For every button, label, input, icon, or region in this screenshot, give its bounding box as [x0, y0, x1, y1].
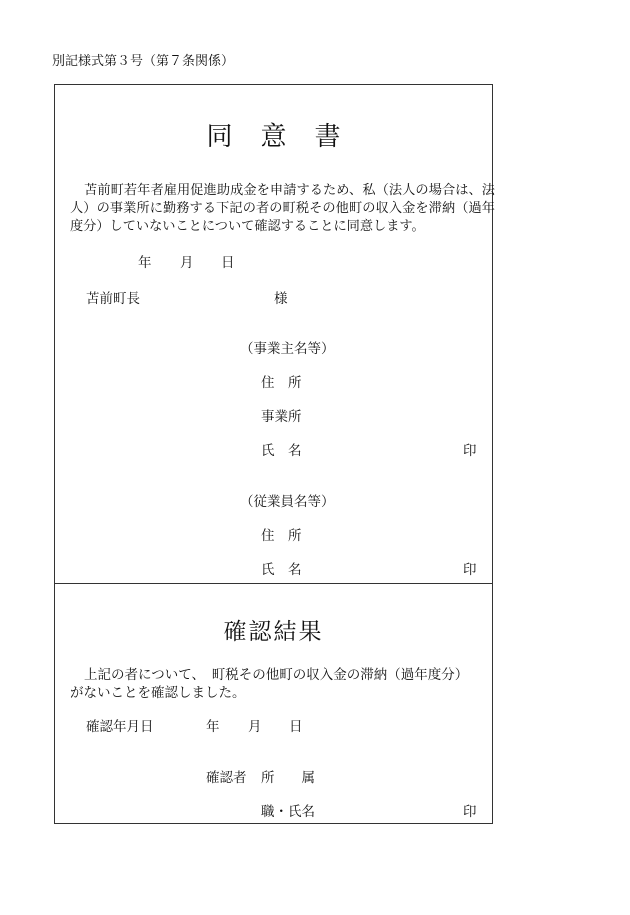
confirmer-label: 確認者 [206, 770, 247, 786]
result-body-line2: がないことを確認しました。 [70, 685, 246, 701]
honorific: 様 [274, 291, 288, 307]
affiliation-label: 所 属 [261, 770, 315, 786]
consent-title: 同意書 [206, 122, 369, 152]
position-name-label: 職・氏名 [261, 804, 315, 820]
employer-name-label: 氏 名 [261, 443, 302, 459]
employer-heading: （事業主名等） [240, 341, 335, 357]
employer-seal-mark: 印 [463, 443, 477, 459]
employer-office-label: 事業所 [261, 409, 302, 425]
result-date-label: 確認年月日 [86, 719, 154, 735]
section-divider [54, 583, 493, 584]
employee-address-label: 住 所 [261, 528, 302, 544]
employer-address-label: 住 所 [261, 375, 302, 391]
result-date-year: 年 [206, 719, 220, 735]
result-date-day: 日 [289, 719, 303, 735]
employee-heading: （従業員名等） [240, 494, 335, 510]
result-body-line1: 上記の者について、 町税その他町の収入金の滞納（過年度分） [84, 667, 469, 683]
result-title: 確認結果 [223, 619, 324, 645]
consent-body-text: 苫前町若年者雇用促進助成金を申請するため、私（法人の場合は、法人）の事業所に勤務する下記の者の町税その他町の収入金を滞納（過年度分）していないことについて確認することに同意します。 [70, 183, 495, 234]
employee-seal-mark: 印 [463, 562, 477, 578]
result-seal-mark: 印 [463, 804, 477, 820]
result-date-month: 月 [248, 719, 262, 735]
consent-date-year: 年 [138, 255, 152, 271]
consent-body [70, 182, 495, 236]
consent-date-month: 月 [180, 255, 194, 271]
form-number-label: 別記様式第３号（第７条関係） [52, 54, 235, 69]
consent-date-day: 日 [221, 255, 235, 271]
addressee: 苫前町長 [86, 291, 140, 307]
employee-name-label: 氏 名 [261, 562, 302, 578]
